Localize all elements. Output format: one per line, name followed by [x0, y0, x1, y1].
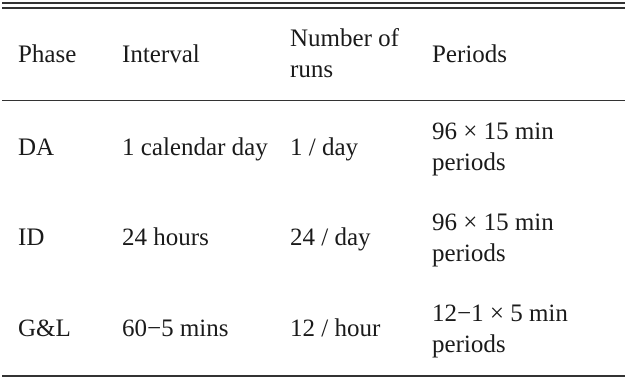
header-number-of-runs: Number of runs	[290, 25, 399, 83]
table-row	[2, 193, 625, 282]
bottom-rule	[2, 375, 625, 377]
cell-interval: 1 calendar day	[122, 133, 268, 161]
cell-runs: 1 / day	[290, 133, 359, 161]
table-row	[2, 282, 625, 375]
table-row	[2, 101, 625, 193]
header-phase: Phase	[18, 40, 77, 68]
cell-phase: ID	[18, 224, 45, 251]
table-body	[2, 9, 625, 100]
table-rows	[2, 101, 625, 375]
header-row	[2, 9, 625, 100]
cell-interval: 60−5 mins	[122, 315, 229, 342]
cell-periods: 12−1 × 5 min periods	[432, 299, 568, 358]
cell-periods: 96 × 15 min periods	[432, 208, 554, 267]
cell-periods: 96 × 15 min periods	[432, 118, 554, 176]
header-periods: Periods	[432, 40, 507, 68]
data-table	[2, 2, 625, 377]
cell-phase: DA	[18, 133, 55, 161]
cell-interval: 24 hours	[122, 224, 209, 251]
header-interval: Interval	[122, 40, 200, 68]
cell-runs: 24 / day	[290, 224, 371, 251]
cell-phase: G&L	[18, 315, 71, 342]
cell-runs: 12 / hour	[290, 315, 381, 342]
